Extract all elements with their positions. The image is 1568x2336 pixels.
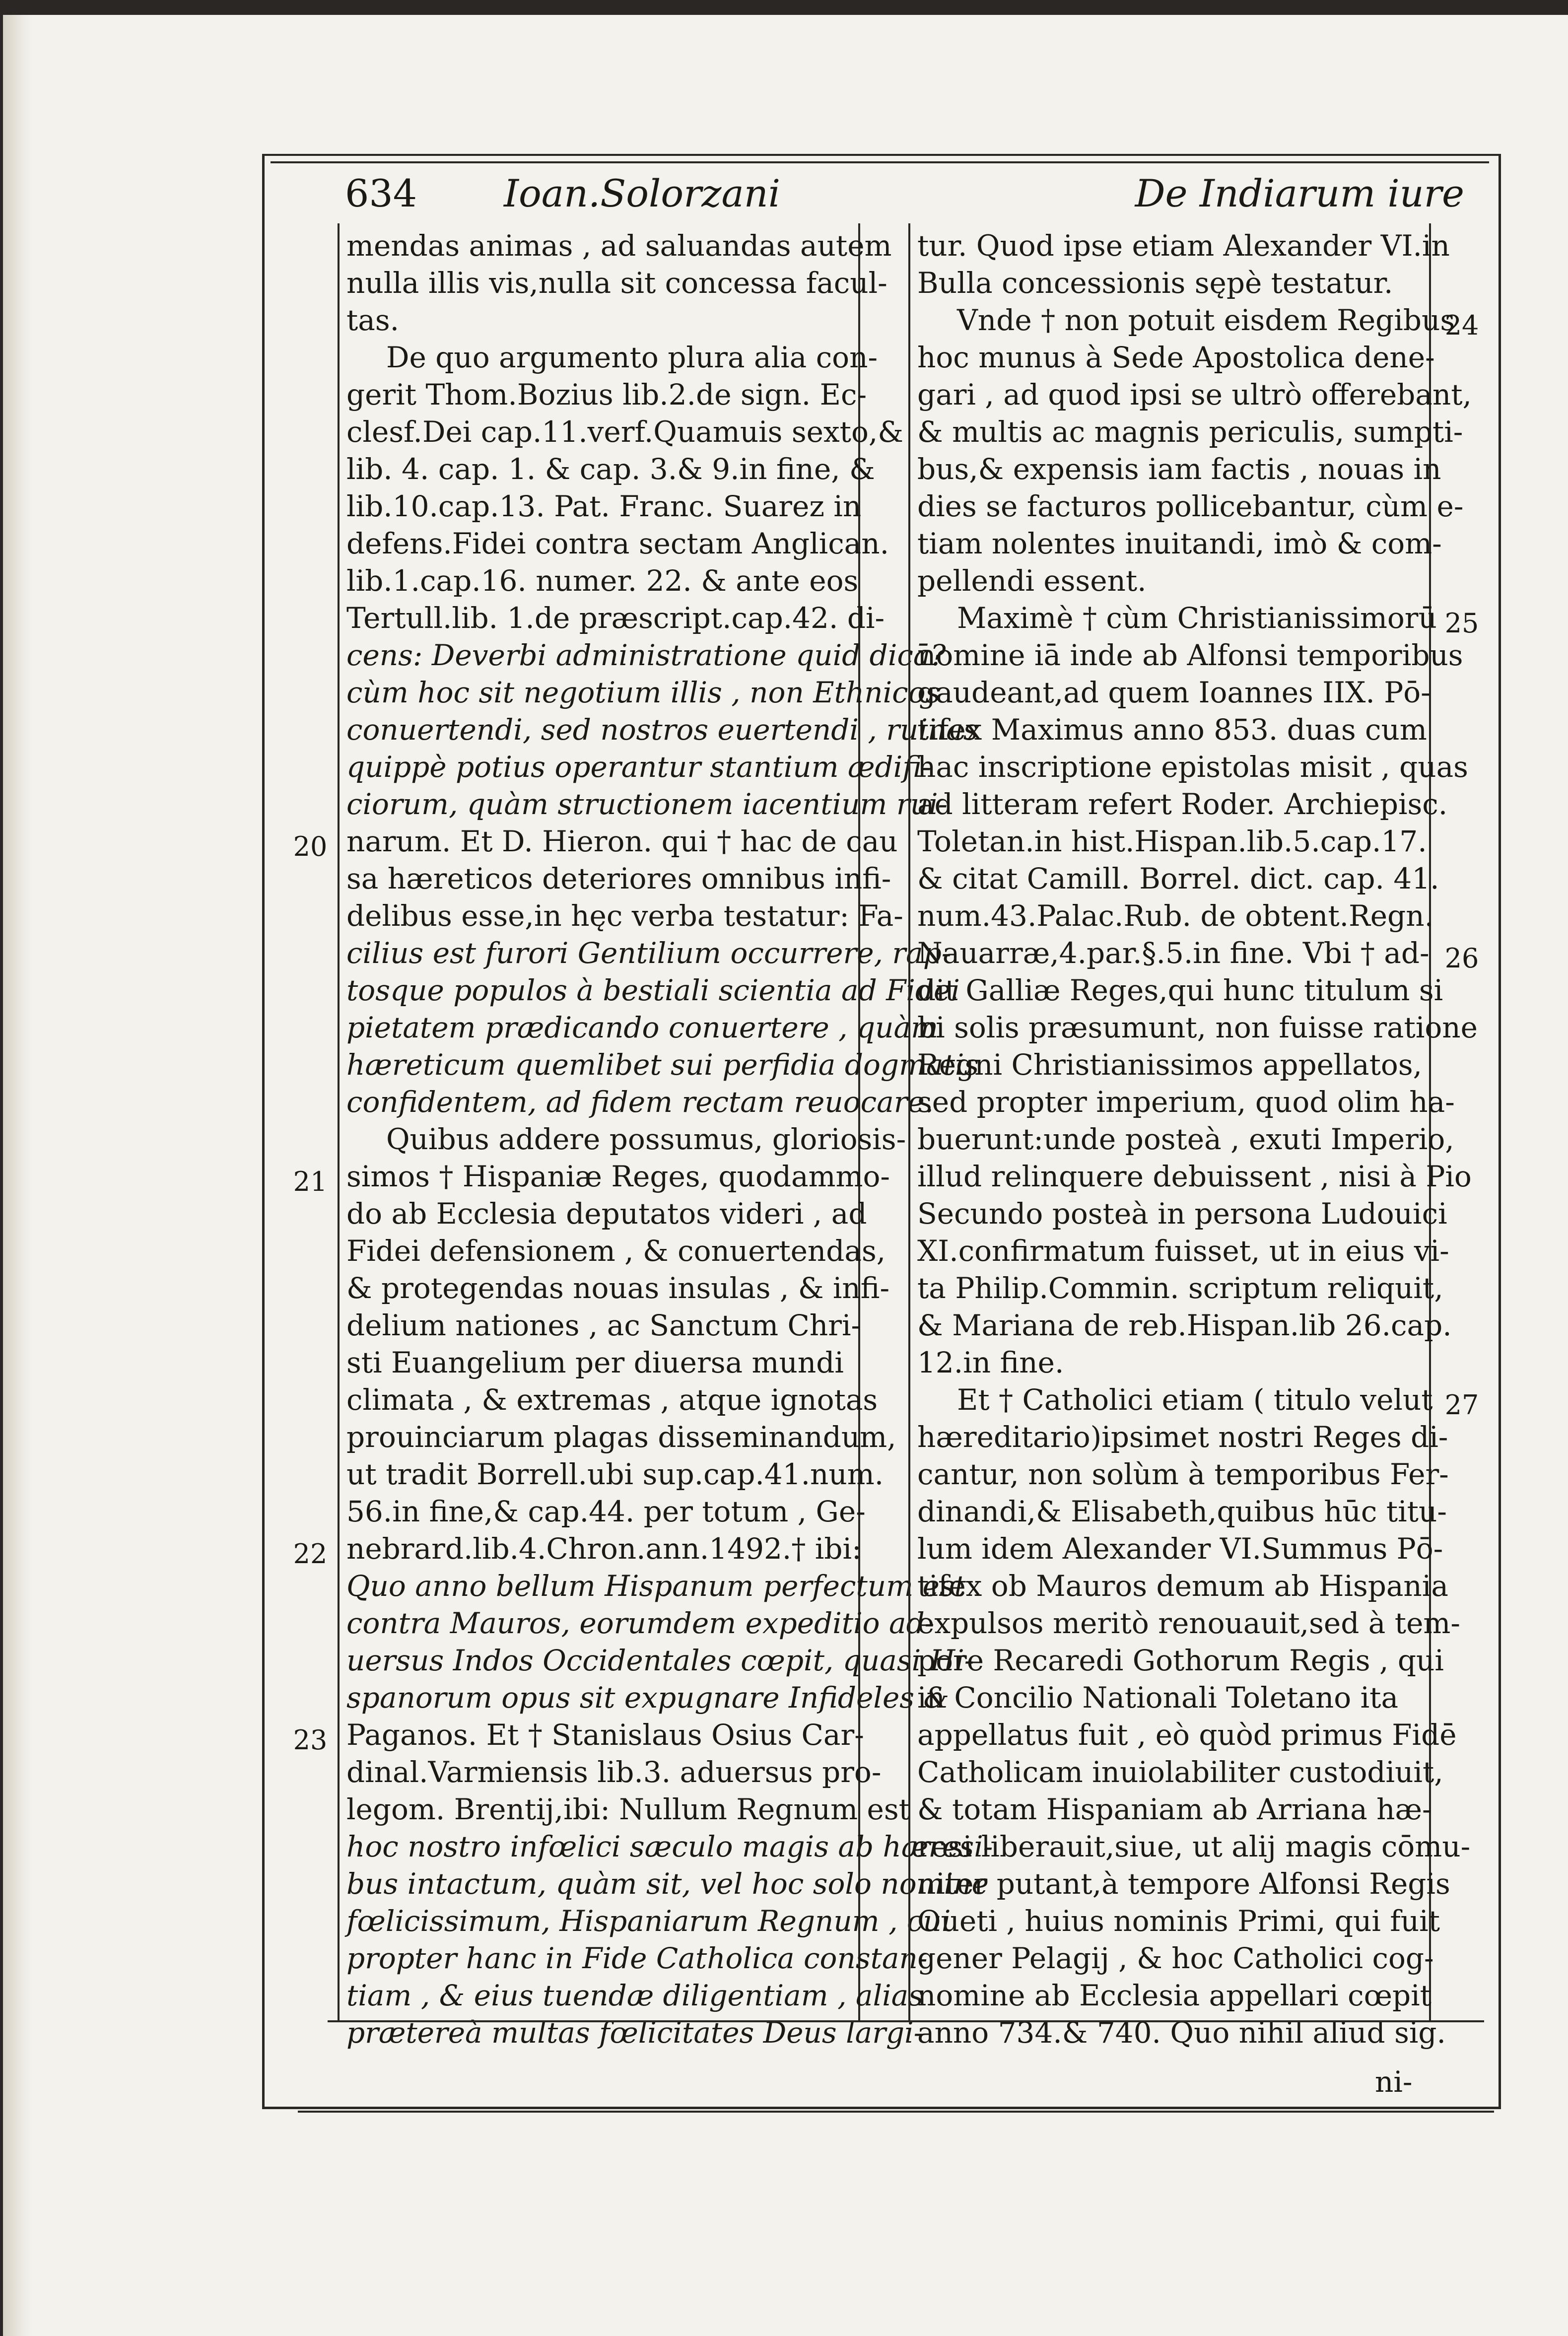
margin-number: 22 xyxy=(293,1538,328,1570)
text-line: Catholicam inuiolabiliter custodiuit, xyxy=(917,1755,1443,1789)
text-line: & totam Hispaniam ab Arriana hæ- xyxy=(917,1792,1432,1826)
running-header xyxy=(271,171,1489,226)
text-line: prætereà multas fœlicitates Deus largi- xyxy=(346,2016,924,2050)
text-line: ad litteram refert Roder. Archiepisc. xyxy=(917,787,1448,821)
text-line: bus intactum, quàm sit, vel hoc solo nomine xyxy=(346,1867,989,1901)
text-line: Bulla concessionis sępè testatur. xyxy=(917,266,1393,300)
text-line: hac inscriptione epistolas misit , quas xyxy=(917,750,1468,784)
text-line: Paganos. Et † Stanislaus Osius Car- xyxy=(346,1718,864,1752)
margin-number: 24 xyxy=(1444,310,1479,341)
text-line: nulla illis vis,nulla sit concessa facul- xyxy=(346,266,887,300)
margin-number: 21 xyxy=(293,1166,328,1197)
text-line: cùm hoc sit negotium illis , non Ethnicos xyxy=(346,676,941,709)
text-line: tas. xyxy=(346,303,400,337)
text-line: appellatus fuit , eò quòd primus Fidē xyxy=(917,1718,1457,1752)
text-line: Fidei defensionem , & conuertendas, xyxy=(346,1234,886,1268)
text-line: dinal.Varmiensis lib.3. aduersus pro- xyxy=(346,1755,882,1789)
text-line: dies se facturos pollicebantur, cùm e- xyxy=(917,489,1464,523)
text-line: De quo argumento plura alia con- xyxy=(386,341,878,374)
text-line: bi solis præsumunt, non fuisse ratione xyxy=(917,1011,1478,1044)
text-line: Et † Catholici etiam ( titulo velut xyxy=(957,1383,1433,1417)
text-line: lib. 4. cap. 1. & cap. 3.& 9.in fine, & xyxy=(346,452,875,486)
text-line: 56.in fine,& cap.44. per totum , Ge- xyxy=(346,1495,866,1528)
text-line: resi liberauit,siue, ut alij magis cōmu- xyxy=(917,1830,1471,1863)
margin-number: 26 xyxy=(1444,943,1479,974)
running-head-title: De Indiarum iure xyxy=(1135,171,1464,215)
text-line: ta Philip.Commin. scriptum reliquit, xyxy=(917,1271,1443,1305)
text-line: tifex ob Mauros demum ab Hispania xyxy=(917,1569,1448,1603)
text-line: & protegendas nouas insulas , & infi- xyxy=(346,1271,890,1305)
text-line: climata , & extremas , atque ignotas xyxy=(346,1383,878,1417)
text-line: uersus Indos Occidentales cœpit, quasi Hi- xyxy=(346,1644,974,1677)
footer-rule xyxy=(298,2111,1494,2113)
text-line: Quo anno bellum Hispanum perfectum est xyxy=(346,1569,966,1603)
text-line: hoc munus à Sede Apostolica dene- xyxy=(917,341,1435,374)
text-line: Oueti , huius nominis Primi, qui fuit xyxy=(917,1904,1440,1938)
text-line: cilius est furori Gentilium occurrere, rap- xyxy=(346,936,952,970)
text-line: sed propter imperium, quod olim ha- xyxy=(917,1085,1455,1119)
text-line: 12.in fine. xyxy=(917,1346,1064,1379)
text-line: gari , ad quod ipsi se ultrò offerebant, xyxy=(917,378,1472,412)
catchword: ni- xyxy=(1375,2065,1413,2099)
text-line: cantur, non solùm à temporibus Fer- xyxy=(917,1457,1449,1491)
page-gutter xyxy=(3,15,33,2336)
text-line: tur. Quod ipse etiam Alexander VI.in xyxy=(917,229,1450,263)
text-line: nomine iā inde ab Alfonsi temporibus xyxy=(917,638,1463,672)
text-line: hæreditario)ipsimet nostri Reges di- xyxy=(917,1420,1448,1454)
text-line: Tertull.lib. 1.de præscript.cap.42. di- xyxy=(346,601,885,635)
text-line: lib.10.cap.13. Pat. Franc. Suarez in xyxy=(346,489,862,523)
text-line: tiam nolentes inuitandi, imò & com- xyxy=(917,527,1442,560)
margin-number: 27 xyxy=(1444,1389,1479,1421)
text-line: simos † Hispaniæ Reges, quodammo- xyxy=(346,1160,890,1193)
text-line: tifex Maximus anno 853. duas cum xyxy=(917,713,1427,747)
text-line: Regni Christianissimos appellatos, xyxy=(917,1048,1423,1082)
text-line: sa hæreticos deteriores omnibus infi- xyxy=(346,862,891,895)
text-line: cens: Deverbi administratione quid dicā? xyxy=(346,638,946,672)
text-line: buerunt:unde posteà , exuti Imperio, xyxy=(917,1122,1454,1156)
text-line: gerit Thom.Bozius lib.2.de sign. Ec- xyxy=(346,378,867,412)
text-line: Maximè † cùm Christianissimorū xyxy=(957,601,1437,635)
text-line: XI.confirmatum fuisset, ut in eius vi- xyxy=(917,1234,1449,1268)
text-line: Secundo posteà in persona Ludouici xyxy=(917,1197,1447,1231)
running-head-author: Ioan.Solorzani xyxy=(504,171,781,215)
text-line: nebrard.lib.4.Chron.ann.1492.† ibi: xyxy=(346,1532,862,1566)
text-line: bus,& expensis iam factis , nouas in xyxy=(917,452,1441,486)
text-line: confidentem, ad fidem rectam reuocare. xyxy=(346,1085,934,1119)
text-line: propter hanc in Fide Catholica constan- xyxy=(346,1941,928,1975)
text-line: Nauarræ,4.par.§.5.in fine. Vbi † ad- xyxy=(917,936,1430,970)
text-line: ut tradit Borrell.ubi sup.cap.41.num. xyxy=(346,1457,884,1491)
text-line: Toletan.in hist.Hispan.lib.5.cap.17. xyxy=(917,824,1427,858)
text-line: pore Recaredi Gothorum Regis , qui xyxy=(917,1644,1444,1677)
text-line: gaudeant,ad quem Ioannes IIX. Pō- xyxy=(917,676,1431,709)
text-line: & Mariana de reb.Hispan.lib 26.cap. xyxy=(917,1308,1452,1342)
text-line: spanorum opus sit expugnare Infideles & xyxy=(346,1681,950,1715)
text-line: delium nationes , ac Sanctum Chri- xyxy=(346,1308,861,1342)
text-line: illud relinquere debuissent , nisi à Pio xyxy=(917,1160,1472,1193)
text-line: quippè potius operantur stantium ædifi- xyxy=(346,750,932,784)
text-line: fœlicissimum, Hispaniarum Regnum , cui xyxy=(346,1904,951,1938)
text-line: ciorum, quàm structionem iacentium rui- xyxy=(346,787,948,821)
text-line: sti Euangelium per diuersa mundi xyxy=(346,1346,844,1379)
text-line: tosque populos à bestiali scientia ad Fidei xyxy=(346,973,960,1007)
text-line: hæreticum quemlibet sui perfidia dogmatis xyxy=(346,1048,979,1082)
text-line: in Concilio Nationali Toletano ita xyxy=(917,1681,1399,1715)
text-line: do ab Ecclesia deputatos videri , ad xyxy=(346,1197,867,1231)
text-line: dit Galliæ Reges,qui hunc titulum si xyxy=(917,973,1443,1007)
page-number: 634 xyxy=(345,171,417,215)
text-line: Vnde † non potuit eisdem Regibus xyxy=(957,303,1455,337)
text-line: contra Mauros, eorumdem expeditio ad- xyxy=(346,1606,935,1640)
margin-number: 23 xyxy=(293,1724,328,1756)
text-line: delibus esse,in hęc verba testatur: Fa- xyxy=(346,899,903,933)
text-line: gener Pelagij , & hoc Catholici cog- xyxy=(917,1941,1434,1975)
columns-bottom-rule xyxy=(328,2020,1484,2022)
text-line: expulsos meritò renouauit,sed à tem- xyxy=(917,1606,1461,1640)
margin-number: 20 xyxy=(293,831,328,862)
header-rule xyxy=(271,161,1489,163)
text-line: mendas animas , ad saluandas autem xyxy=(346,229,892,263)
text-line: Quibus addere possumus, gloriosis- xyxy=(386,1122,906,1156)
text-line: narum. Et D. Hieron. qui † hac de cau xyxy=(346,824,898,858)
text-line: hoc nostro infœlici sæculo magis ab hæresi- xyxy=(346,1830,993,1863)
text-line: lib.1.cap.16. numer. 22. & ante eos xyxy=(346,564,859,598)
text-line: prouinciarum plagas disseminandum, xyxy=(346,1420,896,1454)
text-line: & citat Camill. Borrel. dict. cap. 41. xyxy=(917,862,1439,895)
text-line: pellendi essent. xyxy=(917,564,1147,598)
margin-number: 25 xyxy=(1444,608,1479,639)
text-line: tiam , & eius tuendæ diligentiam , alias xyxy=(346,1979,924,2012)
text-line: conuertendi, sed nostros euertendi , ruinas xyxy=(346,713,978,747)
text-line: lum idem Alexander VI.Summus Pō- xyxy=(917,1532,1443,1566)
text-line: & multis ac magnis periculis, sumpti- xyxy=(917,415,1463,449)
text-line: anno 734.& 740. Quo nihil aliud sig. xyxy=(917,2016,1446,2050)
text-line: legom. Brentij,ibi: Nullum Regnum est xyxy=(346,1792,910,1826)
text-line: defens.Fidei contra sectam Anglican. xyxy=(346,527,889,560)
text-line: num.43.Palac.Rub. de obtent.Regn. xyxy=(917,899,1434,933)
text-line: dinandi,& Elisabeth,quibus hūc titu- xyxy=(917,1495,1447,1528)
text-line: nomine ab Ecclesia appellari cœpit xyxy=(917,1979,1432,2012)
text-line: niter putant,à tempore Alfonsi Regis xyxy=(917,1867,1450,1901)
text-line: clesf.Dei cap.11.verf.Quamuis sexto,& xyxy=(346,415,903,449)
text-line: pietatem prædicando conuertere , quàm xyxy=(346,1011,939,1044)
